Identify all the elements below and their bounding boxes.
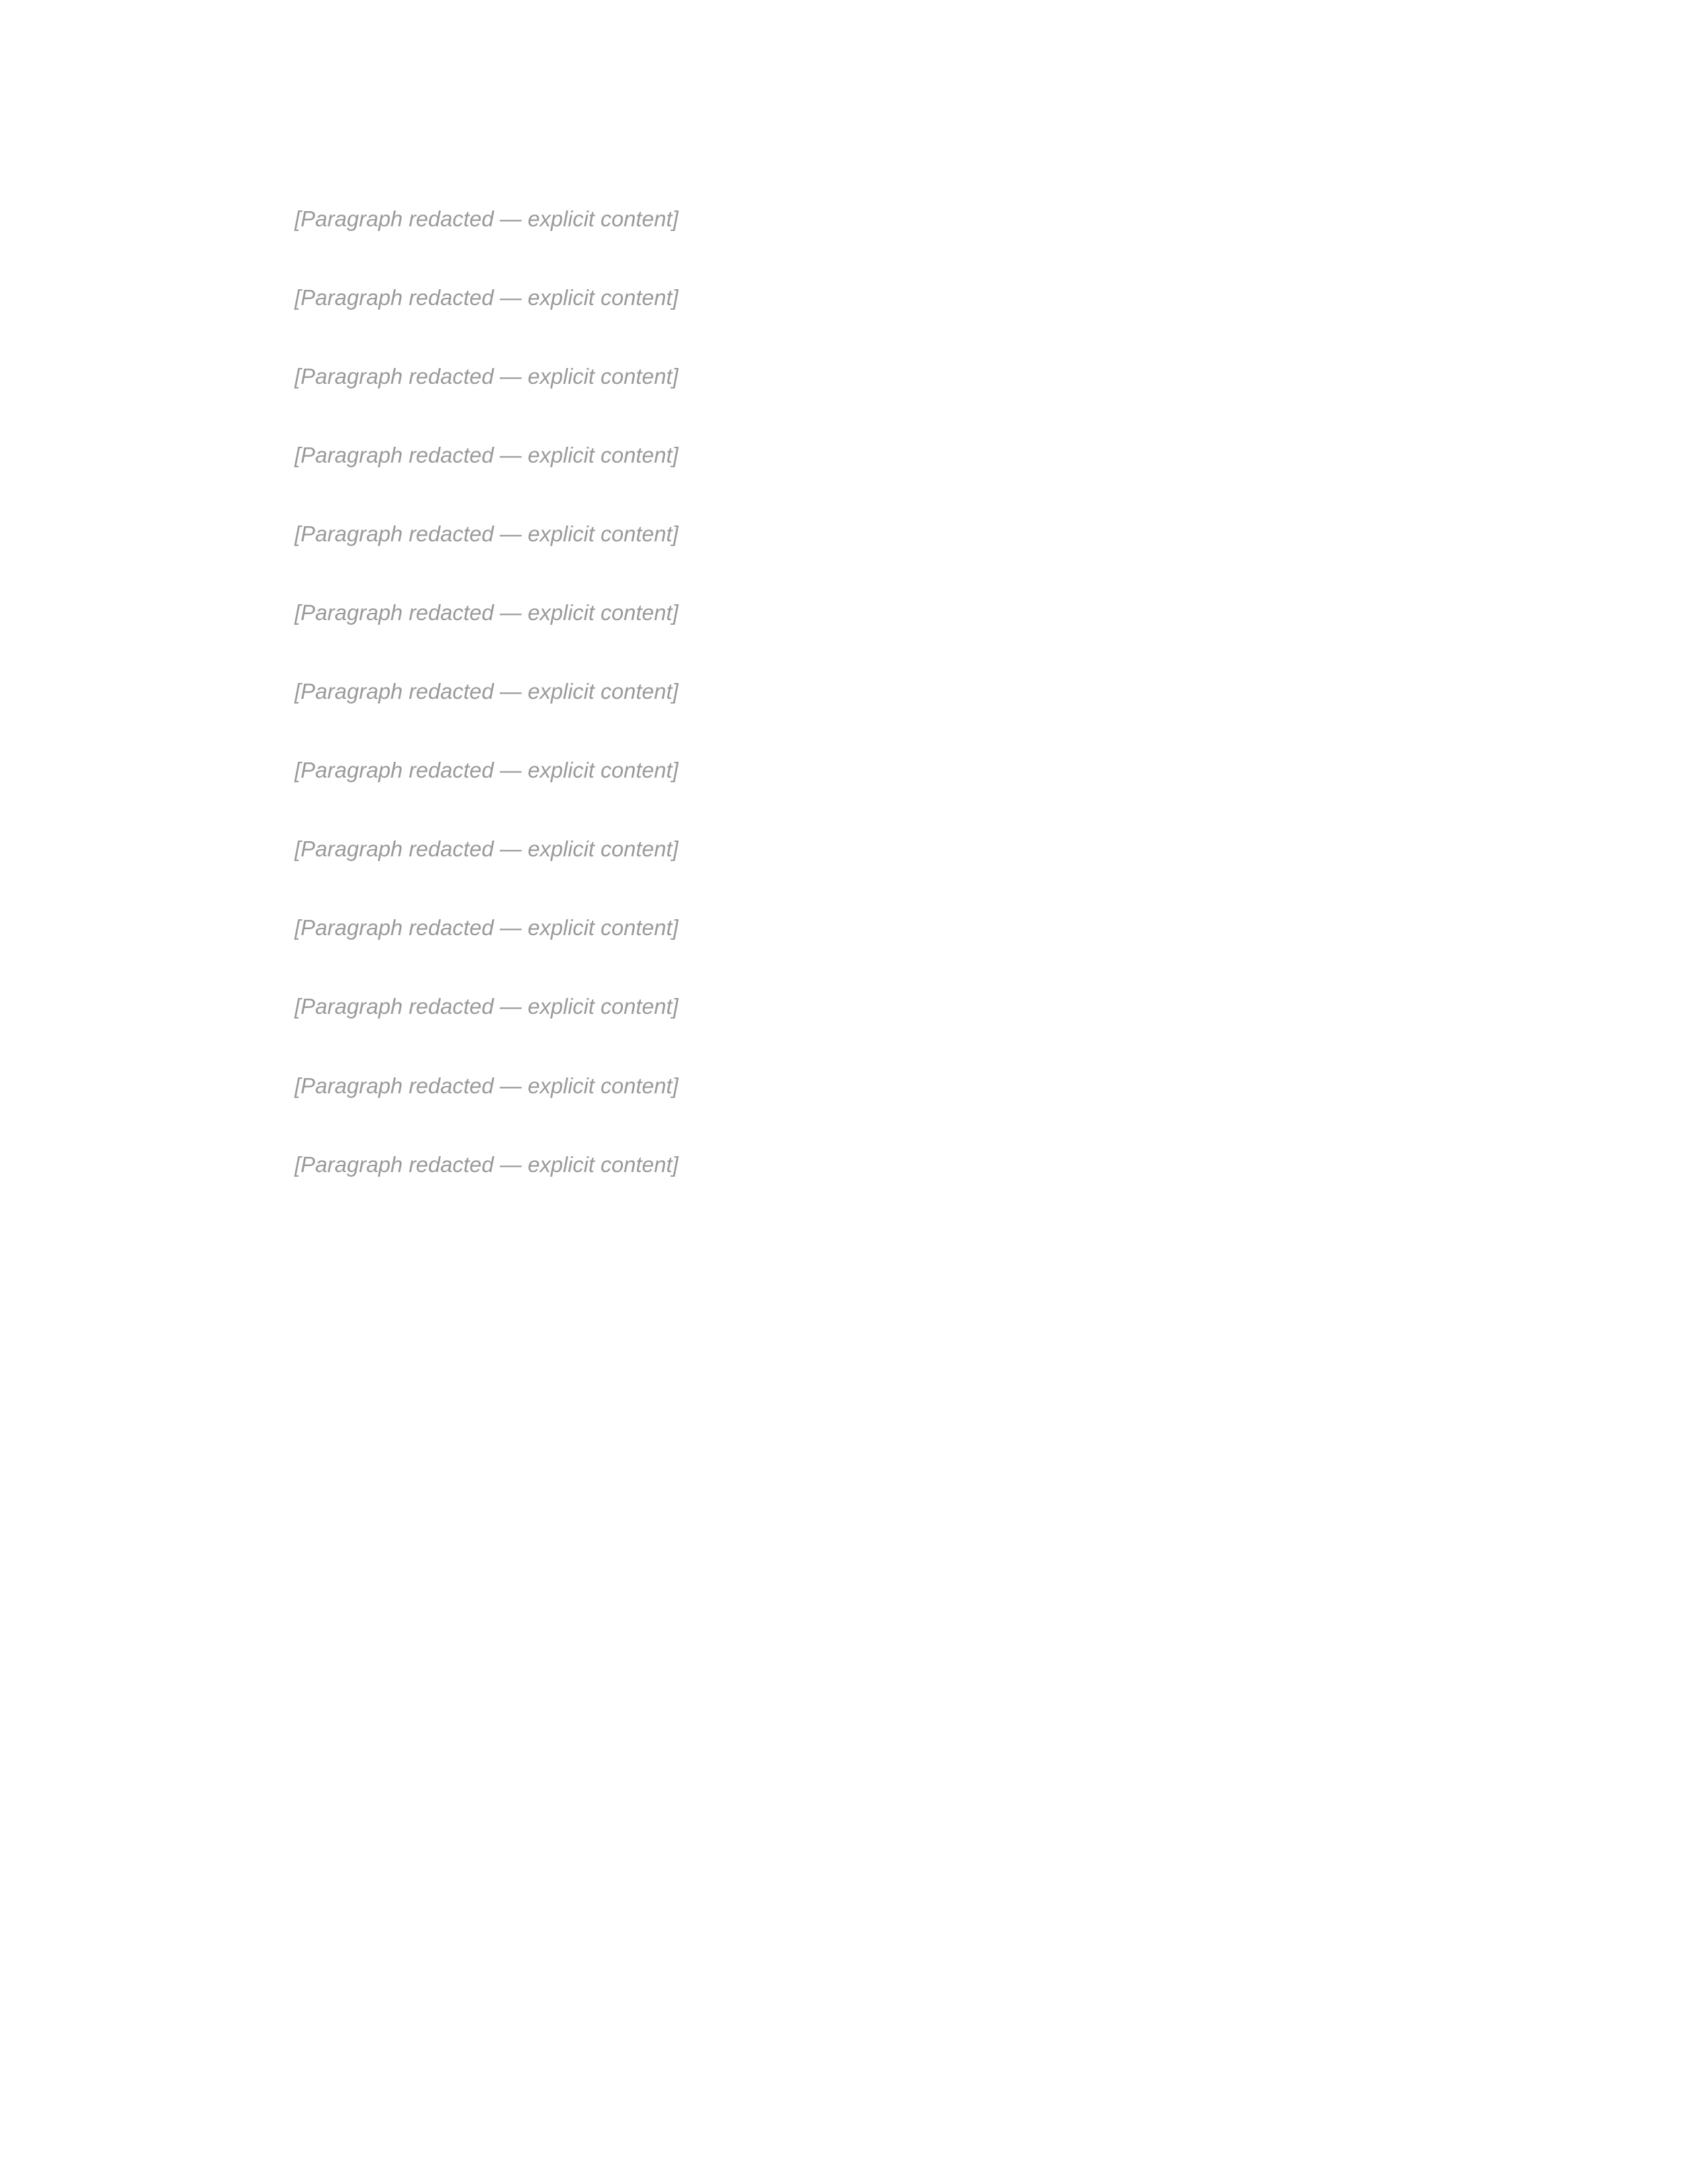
paragraph-container (195, 199, 1493, 1185)
body-paragraph: [Paragraph redacted — explicit content] (295, 679, 679, 704)
body-paragraph: [Paragraph redacted — explicit content] (295, 206, 679, 231)
body-paragraph: [Paragraph redacted — explicit content] (295, 1152, 679, 1177)
body-paragraph: [Paragraph redacted — explicit content] (295, 915, 679, 940)
body-paragraph: [Paragraph redacted — explicit content] (295, 1073, 679, 1098)
body-paragraph: [Paragraph redacted — explicit content] (295, 600, 679, 625)
body-paragraph: [Paragraph redacted — explicit content] (295, 758, 679, 783)
body-paragraph: [Paragraph redacted — explicit content] (295, 994, 679, 1019)
body-paragraph: [Paragraph redacted — explicit content] (295, 522, 679, 547)
body-paragraph: [Paragraph redacted — explicit content] (295, 837, 679, 862)
body-paragraph: [Paragraph redacted — explicit content] (295, 443, 679, 468)
body-paragraph: [Paragraph redacted — explicit content] (295, 364, 679, 389)
body-paragraph: [Paragraph redacted — explicit content] (295, 285, 679, 310)
